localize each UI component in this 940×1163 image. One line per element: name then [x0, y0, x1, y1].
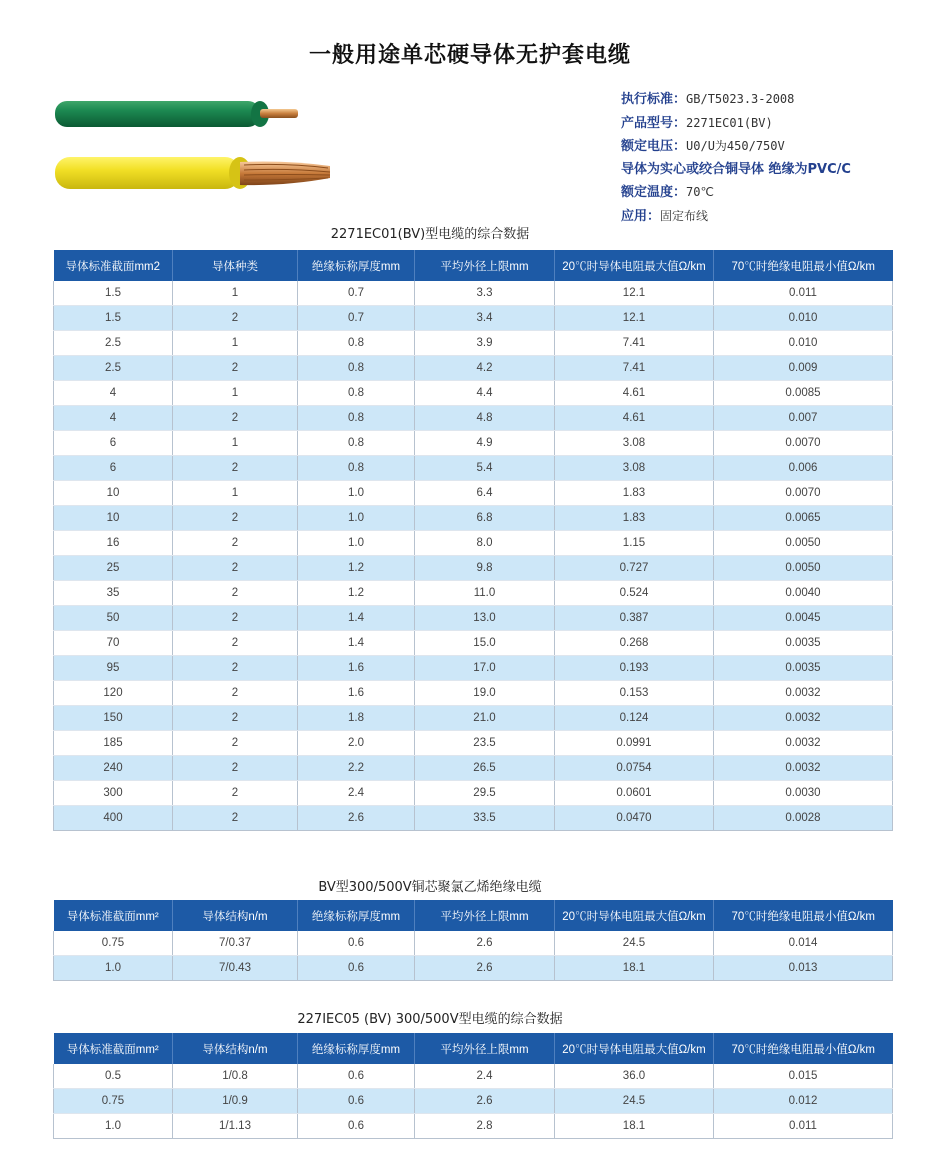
table-cell: 4.61	[555, 381, 714, 406]
table-row	[54, 481, 893, 506]
table-cell: 0.006	[714, 456, 893, 481]
table-cell: 6	[54, 456, 173, 481]
table-row	[54, 406, 893, 431]
table-cell: 2	[173, 731, 298, 756]
table-cell: 1.0	[54, 1114, 173, 1139]
table-cell: 0.0991	[555, 731, 714, 756]
table-cell: 7.41	[555, 356, 714, 381]
table-cell: 0.6	[298, 1089, 415, 1114]
table1	[53, 250, 893, 831]
table-cell: 1.5	[54, 281, 173, 306]
table-cell: 2	[173, 581, 298, 606]
table-cell: 1.2	[298, 581, 415, 606]
table-row	[54, 381, 893, 406]
table-row	[54, 706, 893, 731]
table-cell: 35	[54, 581, 173, 606]
table-row	[54, 731, 893, 756]
table-cell: 1/0.9	[173, 1089, 298, 1114]
table-row	[54, 606, 893, 631]
table-cell: 3.9	[415, 331, 555, 356]
table-cell: 0.5	[54, 1064, 173, 1089]
table1-col-header: 70℃时绝缘电阻最小值Ω/km	[714, 250, 893, 281]
table-cell: 0.268	[555, 631, 714, 656]
table-cell: 2	[173, 406, 298, 431]
table-cell: 5.4	[415, 456, 555, 481]
table-cell: 1	[173, 481, 298, 506]
table-cell: 2	[173, 556, 298, 581]
table1-title: 2271EC01(BV)型电缆的综合数据	[330, 227, 530, 242]
table-cell: 4.8	[415, 406, 555, 431]
table-cell: 120	[54, 681, 173, 706]
table-cell: 0.387	[555, 606, 714, 631]
table-cell: 17.0	[415, 656, 555, 681]
table-cell: 95	[54, 656, 173, 681]
table-cell: 4.2	[415, 356, 555, 381]
table-cell: 21.0	[415, 706, 555, 731]
table-cell: 0.8	[298, 356, 415, 381]
table-cell: 0.6	[298, 931, 415, 956]
table-cell: 3.3	[415, 281, 555, 306]
table-cell: 2	[173, 756, 298, 781]
table-cell: 4.4	[415, 381, 555, 406]
table-cell: 0.0065	[714, 506, 893, 531]
table-cell: 0.524	[555, 581, 714, 606]
table1-col-header: 导体标准截面mm2	[54, 250, 173, 281]
spec-temperature: 额定温度：70℃	[621, 185, 714, 200]
table-cell: 1.4	[298, 606, 415, 631]
table2-header-row	[54, 900, 893, 931]
table-cell: 1.0	[298, 531, 415, 556]
table-cell: 2	[173, 506, 298, 531]
yellow-cable-image	[52, 148, 342, 200]
table-cell: 0.0070	[714, 431, 893, 456]
table-cell: 3.08	[555, 431, 714, 456]
table-cell: 7/0.43	[173, 956, 298, 981]
table-cell: 1.15	[555, 531, 714, 556]
table-cell: 0.8	[298, 381, 415, 406]
table-cell: 0.0032	[714, 706, 893, 731]
table-cell: 19.0	[415, 681, 555, 706]
table3	[53, 1033, 893, 1139]
table-cell: 0.8	[298, 431, 415, 456]
page-title: 一般用途单芯硬导体无护套电缆	[308, 43, 631, 68]
table-cell: 18.1	[555, 1114, 714, 1139]
table-row	[54, 781, 893, 806]
table-cell: 2	[173, 306, 298, 331]
table-cell: 3.4	[415, 306, 555, 331]
table-cell: 10	[54, 481, 173, 506]
table-row	[54, 1064, 893, 1089]
table-cell: 0.75	[54, 931, 173, 956]
table-row	[54, 281, 893, 306]
table-cell: 1.6	[298, 681, 415, 706]
table-cell: 185	[54, 731, 173, 756]
table-row	[54, 1089, 893, 1114]
table-cell: 2	[173, 531, 298, 556]
table-cell: 0.6	[298, 1064, 415, 1089]
table-cell: 1	[173, 381, 298, 406]
table-cell: 2.0	[298, 731, 415, 756]
table-cell: 26.5	[415, 756, 555, 781]
table-cell: 1	[173, 431, 298, 456]
table-cell: 1.2	[298, 556, 415, 581]
table3-col-header: 70℃时绝缘电阻最小值Ω/km	[714, 1033, 893, 1064]
table-cell: 2.4	[415, 1064, 555, 1089]
table-row	[54, 806, 893, 831]
table-cell: 50	[54, 606, 173, 631]
table-cell: 0.7	[298, 306, 415, 331]
table-cell: 240	[54, 756, 173, 781]
table2-col-header: 20℃时导体电阻最大值Ω/km	[555, 900, 714, 931]
table-cell: 0.0032	[714, 731, 893, 756]
table3-header-row	[54, 1033, 893, 1064]
table-cell: 6.4	[415, 481, 555, 506]
table-cell: 0.013	[714, 956, 893, 981]
table-cell: 1.83	[555, 506, 714, 531]
table-cell: 0.0035	[714, 631, 893, 656]
table-cell: 7/0.37	[173, 931, 298, 956]
table-cell: 1.8	[298, 706, 415, 731]
spec-model: 产品型号：2271EC01(BV)	[621, 115, 773, 131]
table-cell: 24.5	[555, 1089, 714, 1114]
table-row	[54, 431, 893, 456]
table-cell: 29.5	[415, 781, 555, 806]
table-cell: 2	[173, 631, 298, 656]
table-cell: 2.6	[298, 806, 415, 831]
table-cell: 0.193	[555, 656, 714, 681]
table-cell: 6	[54, 431, 173, 456]
table2-col-header: 绝缘标称厚度mm	[298, 900, 415, 931]
table-cell: 0.014	[714, 931, 893, 956]
table-cell: 70	[54, 631, 173, 656]
table-row	[54, 556, 893, 581]
table-cell: 16	[54, 531, 173, 556]
table-cell: 0.0040	[714, 581, 893, 606]
table-cell: 0.0070	[714, 481, 893, 506]
table-cell: 18.1	[555, 956, 714, 981]
table-cell: 1/0.8	[173, 1064, 298, 1089]
table-row	[54, 681, 893, 706]
table-cell: 300	[54, 781, 173, 806]
table-cell: 0.009	[714, 356, 893, 381]
table-cell: 0.727	[555, 556, 714, 581]
table-cell: 33.5	[415, 806, 555, 831]
table-cell: 0.0035	[714, 656, 893, 681]
table-cell: 4	[54, 406, 173, 431]
table1-col-header: 20℃时导体电阻最大值Ω/km	[555, 250, 714, 281]
table-row	[54, 581, 893, 606]
table-cell: 1	[173, 281, 298, 306]
table2-col-header: 70℃时绝缘电阻最小值Ω/km	[714, 900, 893, 931]
table-cell: 0.8	[298, 406, 415, 431]
table-cell: 0.010	[714, 331, 893, 356]
table-cell: 2.8	[415, 1114, 555, 1139]
table-cell: 0.0032	[714, 756, 893, 781]
table-cell: 0.0030	[714, 781, 893, 806]
table2-title: BV型300/500V铜芯聚氯乙烯绝缘电缆	[318, 880, 542, 895]
table-cell: 1.4	[298, 631, 415, 656]
table-cell: 11.0	[415, 581, 555, 606]
table-row	[54, 756, 893, 781]
table3-col-header: 导体标准截面mm²	[54, 1033, 173, 1064]
table-cell: 2	[173, 681, 298, 706]
table-cell: 0.0470	[555, 806, 714, 831]
table-cell: 0.0601	[555, 781, 714, 806]
table-cell: 0.0045	[714, 606, 893, 631]
spec-conductor: 导体为实心或绞合铜导体 绝缘为PVC/C	[621, 161, 851, 177]
table-cell: 0.0754	[555, 756, 714, 781]
table-cell: 7.41	[555, 331, 714, 356]
table-cell: 4.9	[415, 431, 555, 456]
table-cell: 23.5	[415, 731, 555, 756]
table-cell: 10	[54, 506, 173, 531]
table-cell: 4	[54, 381, 173, 406]
table2-col-header: 导体结构n/m	[173, 900, 298, 931]
table1-col-header: 绝缘标称厚度mm	[298, 250, 415, 281]
table1-col-header: 导体种类	[173, 250, 298, 281]
table-cell: 0.153	[555, 681, 714, 706]
table3-col-header: 绝缘标称厚度mm	[298, 1033, 415, 1064]
green-cable-image	[52, 92, 312, 142]
table-cell: 2.5	[54, 356, 173, 381]
table-cell: 0.124	[555, 706, 714, 731]
table-cell: 2.5	[54, 331, 173, 356]
table-cell: 0.007	[714, 406, 893, 431]
table-cell: 0.011	[714, 281, 893, 306]
table-row	[54, 1114, 893, 1139]
table-cell: 0.0050	[714, 556, 893, 581]
table-cell: 4.61	[555, 406, 714, 431]
table-cell: 9.8	[415, 556, 555, 581]
table-cell: 150	[54, 706, 173, 731]
table-cell: 1/1.13	[173, 1114, 298, 1139]
table-cell: 2.6	[415, 956, 555, 981]
table-cell: 2	[173, 706, 298, 731]
table-cell: 8.0	[415, 531, 555, 556]
table-cell: 1.0	[54, 956, 173, 981]
table-cell: 2	[173, 806, 298, 831]
table2	[53, 900, 893, 981]
table-cell: 1.83	[555, 481, 714, 506]
table1-col-header: 平均外径上限mm	[415, 250, 555, 281]
table-cell: 2.6	[415, 1089, 555, 1114]
table-row	[54, 331, 893, 356]
table-cell: 0.6	[298, 956, 415, 981]
table-cell: 0.012	[714, 1089, 893, 1114]
table-cell: 0.8	[298, 456, 415, 481]
table-cell: 400	[54, 806, 173, 831]
spec-list	[621, 88, 851, 228]
table-cell: 0.75	[54, 1089, 173, 1114]
table-row	[54, 656, 893, 681]
table1-header-row	[54, 250, 893, 281]
table-cell: 6.8	[415, 506, 555, 531]
table-cell: 1.6	[298, 656, 415, 681]
table-cell: 0.8	[298, 331, 415, 356]
table-cell: 0.6	[298, 1114, 415, 1139]
table-cell: 36.0	[555, 1064, 714, 1089]
table-row	[54, 531, 893, 556]
table-cell: 1.0	[298, 481, 415, 506]
table-cell: 0.0032	[714, 681, 893, 706]
table-cell: 25	[54, 556, 173, 581]
table-cell: 2	[173, 606, 298, 631]
table-cell: 2.2	[298, 756, 415, 781]
table3-title: 227IEC05 (BV) 300/500V型电缆的综合数据	[297, 1012, 563, 1027]
table-cell: 1.0	[298, 506, 415, 531]
table-cell: 2	[173, 781, 298, 806]
table-cell: 2.4	[298, 781, 415, 806]
table-cell: 0.0050	[714, 531, 893, 556]
table2-col-header: 导体标准截面mm²	[54, 900, 173, 931]
table-cell: 0.0085	[714, 381, 893, 406]
table-cell: 2	[173, 356, 298, 381]
table-row	[54, 506, 893, 531]
table2-col-header: 平均外径上限mm	[415, 900, 555, 931]
spec-standard: 执行标准：GB/T5023.3-2008	[621, 92, 795, 107]
table-row	[54, 306, 893, 331]
table-cell: 1	[173, 331, 298, 356]
table-cell: 3.08	[555, 456, 714, 481]
spec-voltage: 额定电压：U0/U为450/750V	[621, 139, 785, 154]
table-cell: 0.015	[714, 1064, 893, 1089]
table-row	[54, 956, 893, 981]
table3-col-header: 平均外径上限mm	[415, 1033, 555, 1064]
table3-col-header: 导体结构n/m	[173, 1033, 298, 1064]
table-cell: 24.5	[555, 931, 714, 956]
table3-col-header: 20℃时导体电阻最大值Ω/km	[555, 1033, 714, 1064]
table-row	[54, 456, 893, 481]
table-cell: 13.0	[415, 606, 555, 631]
table-cell: 2	[173, 656, 298, 681]
table-cell: 0.011	[714, 1114, 893, 1139]
table-row	[54, 631, 893, 656]
table-cell: 1.5	[54, 306, 173, 331]
table-cell: 12.1	[555, 306, 714, 331]
table-cell: 15.0	[415, 631, 555, 656]
table-cell: 0.0028	[714, 806, 893, 831]
table-row	[54, 356, 893, 381]
table-cell: 2	[173, 456, 298, 481]
table-cell: 0.010	[714, 306, 893, 331]
table-row	[54, 931, 893, 956]
spec-application: 应用：固定布线	[621, 208, 709, 224]
table-cell: 12.1	[555, 281, 714, 306]
table-cell: 0.7	[298, 281, 415, 306]
table-cell: 2.6	[415, 931, 555, 956]
